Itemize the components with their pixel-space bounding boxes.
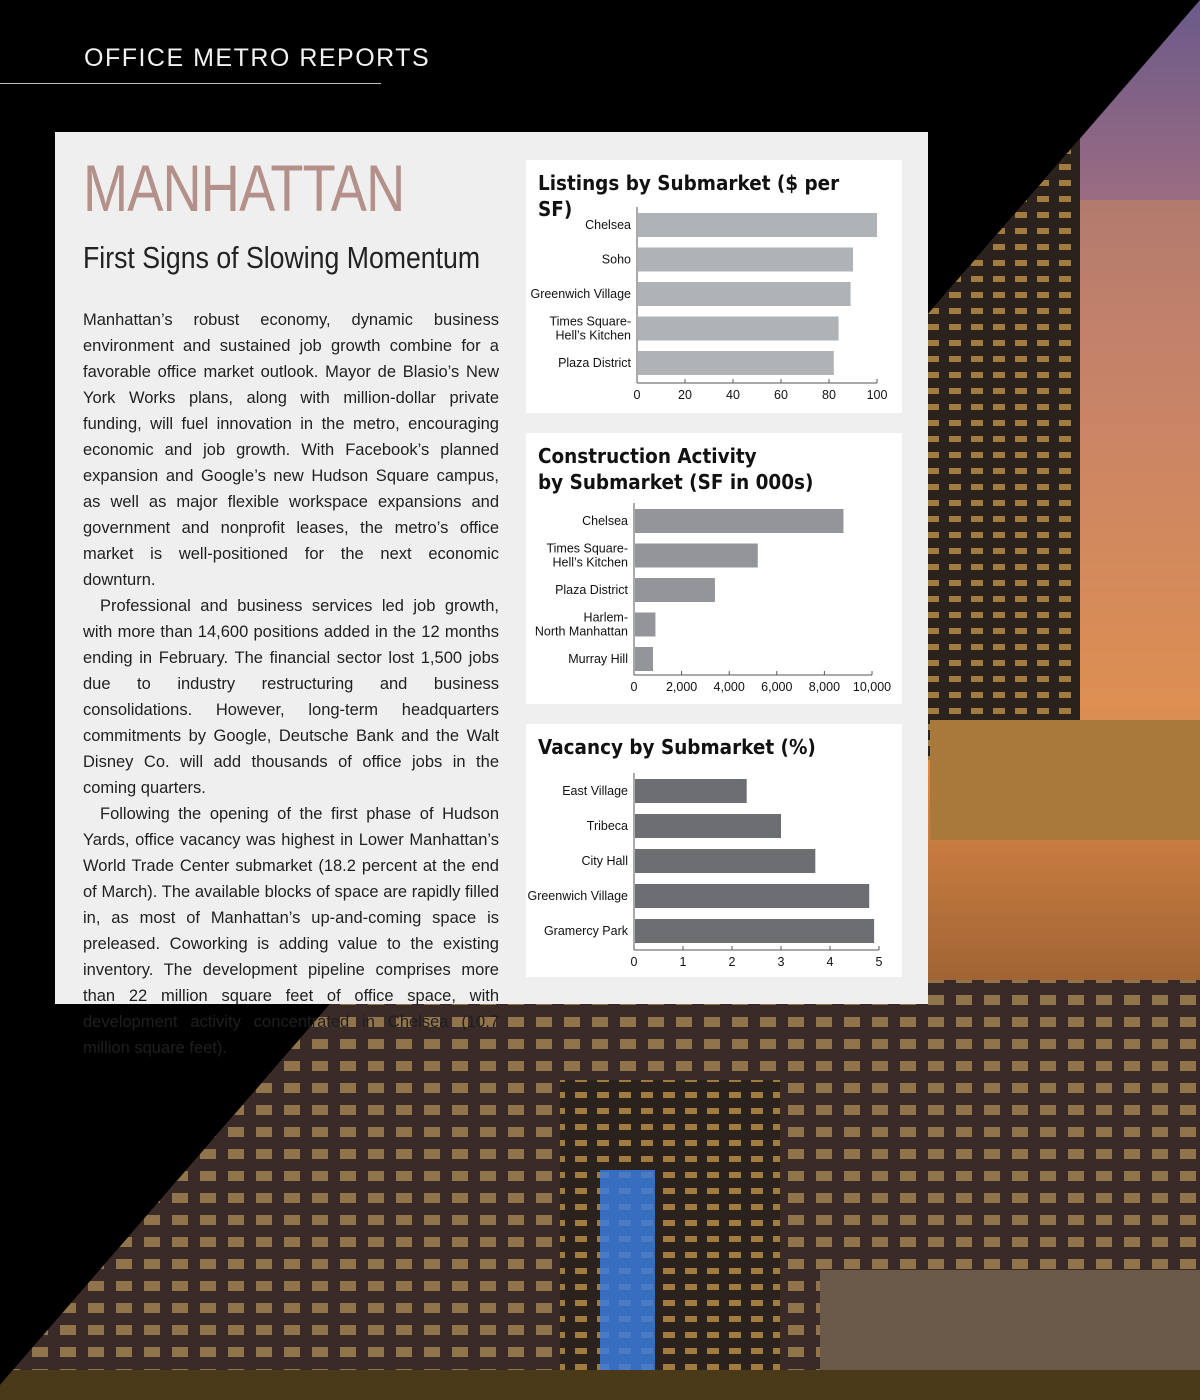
- x-tick-label: 2,000: [665, 680, 698, 694]
- chart-title: Construction Activity by Submarket (SF in 000s): [538, 444, 814, 494]
- article-card: [55, 132, 928, 1057]
- bar: [635, 578, 715, 602]
- listings-chart-panel: [526, 160, 902, 413]
- bar: [638, 317, 839, 341]
- category-label: Plaza District: [555, 583, 628, 597]
- header-rule: [0, 83, 381, 84]
- x-tick-label: 8,000: [808, 680, 841, 694]
- x-tick-label: 80: [822, 388, 836, 402]
- x-tick-label: 0: [630, 955, 638, 969]
- bar: [635, 613, 655, 637]
- bar: [638, 282, 851, 306]
- category-label: Times Square-Hell’s Kitchen: [549, 314, 631, 343]
- category-label: Soho: [601, 252, 631, 267]
- x-tick-label: 100: [866, 388, 888, 402]
- x-tick-label: 0: [630, 680, 638, 694]
- category-label: Times Square-Hell’s Kitchen: [546, 541, 628, 570]
- section-header: OFFICE METRO REPORTS: [84, 44, 431, 72]
- category-label: East Village: [562, 784, 628, 798]
- paragraph: Professional and business services led job growth, with more than 14,600 positions added in the 12 months ending in February. The financial sector lost 1,500 jobs due to industry restructuring and business consolidations. However, long-term headquarters commitments by Google, Deutsche Bank and the Walt Disney Co. will add thousands of office jobs in the coming quarters.: [83, 597, 499, 797]
- x-tick-label: 1: [679, 955, 687, 969]
- bar: [635, 779, 747, 803]
- chart-title: Listings by Submarket ($ per SF): [538, 171, 840, 221]
- bar: [635, 849, 815, 873]
- bar: [635, 919, 874, 943]
- article-title: MANHATTAN: [83, 151, 405, 225]
- bar: [638, 248, 853, 272]
- category-label: Harlem-North Manhattan: [534, 610, 628, 639]
- category-label: Plaza District: [558, 356, 631, 370]
- category-label: Greenwich Village: [527, 889, 628, 903]
- article-subtitle: First Signs of Slowing Momentum: [83, 240, 481, 275]
- bar: [635, 509, 843, 533]
- x-tick-label: 20: [678, 388, 692, 402]
- paragraph: Manhattan’s robust economy, dynamic business environment and sustained job growth combine for a favorable office market outlook. Mayor de Blasio’s New York Works plans, along with million-dollar private funding, will fuel innovation in the metro, encouraging economic and job growth. With Facebook’s planned expansion and Google’s new Hudson Square campus, as well as major flexible workspace expansions and government and nonprofit leases, the metro’s office market is well-positioned for the next economic downturn.: [83, 311, 499, 589]
- category-label: Murray Hill: [568, 652, 628, 666]
- x-tick-label: 2: [728, 955, 736, 969]
- x-tick-label: 6,000: [761, 680, 793, 694]
- x-tick-label: 5: [875, 955, 883, 969]
- x-tick-label: 40: [726, 388, 740, 402]
- x-tick-label: 10,000: [852, 680, 892, 694]
- category-label: Gramercy Park: [543, 924, 628, 938]
- category-label: Tribeca: [586, 819, 628, 833]
- paragraph: Following the opening of the first phase of Hudson Yards, office vacancy was highest in Lower Manhattan’s World Trade Center submarket (18.2 percent at the end of March). The available blocks of space are rapidly filled in, as most of Manhattan’s up-and-coming space is preleased. Coworking is adding value to the existing inventory. The development pipeline comprises more than 22 million square feet of office space, with development activity concentrated in Chelsea (10.7 million square feet).: [83, 805, 499, 1057]
- construction-chart-panel: [526, 433, 902, 704]
- vacancy-chart: [526, 724, 902, 977]
- x-tick-label: 0: [633, 388, 641, 402]
- bar: [635, 814, 781, 838]
- category-label: Greenwich Village: [530, 287, 631, 301]
- category-label: City Hall: [581, 854, 628, 868]
- bar: [635, 544, 758, 568]
- bar: [635, 884, 869, 908]
- x-tick-label: 4,000: [713, 680, 745, 694]
- chart-title: Vacancy by Submarket (%): [538, 735, 816, 759]
- article-body: [83, 307, 499, 1061]
- category-label: Chelsea: [585, 218, 631, 232]
- x-tick-label: 3: [777, 955, 785, 969]
- vacancy-chart-panel: [526, 724, 902, 977]
- x-tick-label: 4: [826, 955, 834, 969]
- x-tick-label: 60: [774, 388, 788, 402]
- category-label: Chelsea: [582, 514, 628, 528]
- bar: [638, 351, 834, 375]
- bar: [635, 647, 653, 671]
